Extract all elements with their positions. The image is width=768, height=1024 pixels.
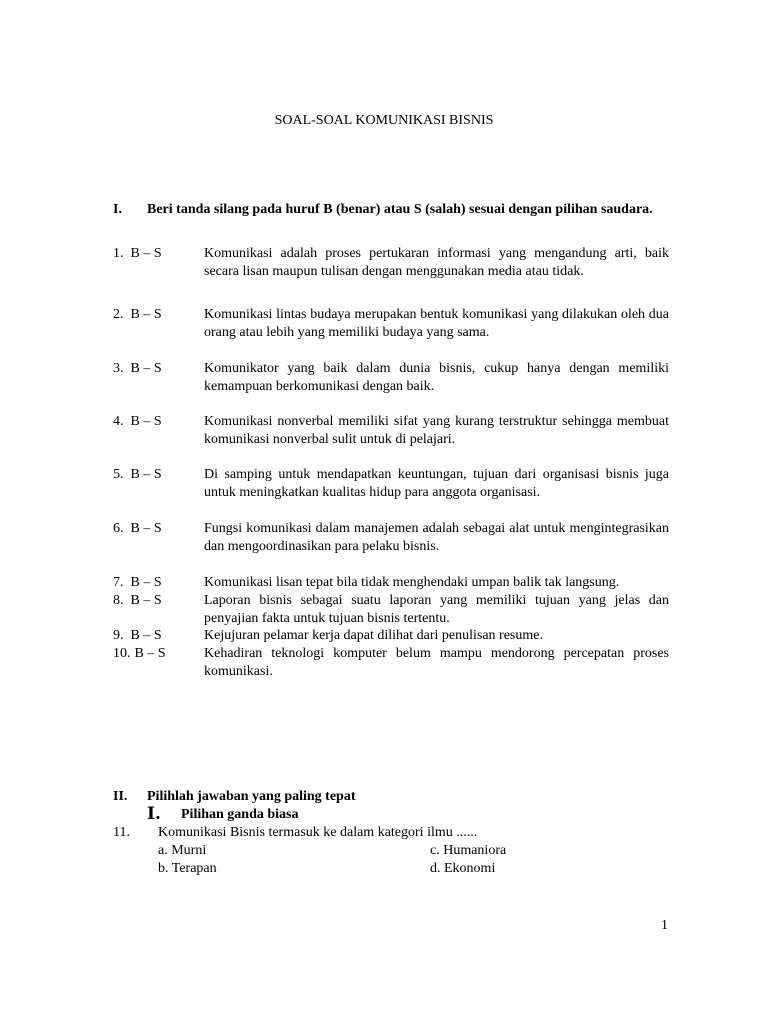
item-statement: Laporan bisnis sebagai suatu laporan yang memiliki tujuan yang jelas dan penyajian fakta untuk tujuan bisnis tertentu. [204,593,669,626]
question-text: Komunikasi Bisnis termasuk ke dalam kategori ilmu ...... [158,825,478,840]
subsection-number: I. [147,804,161,824]
list-item [113,245,669,281]
item-statement: Komunikasi nonverbal memiliki sifat yang kurang terstruktur sehingga membuat komunikasi nonverbal sulit untuk di pelajari. [204,414,669,447]
list-item [113,627,669,645]
item-number: 9. B – S [113,628,162,643]
document-title: SOAL-SOAL KOMUNIKASI BISNIS [274,113,494,128]
item-number: 3. B – S [113,361,162,376]
section-2-number: II. [113,789,128,804]
true-false-choice: B – S [130,414,162,429]
true-false-choice: B – S [130,628,162,643]
true-false-choice: B – S [130,246,162,261]
option-c: c. Humaniora [430,843,507,858]
item-statement: Komunikasi lisan tepat bila tidak menghendaki umpan balik tak langsung. [204,575,620,590]
item-number: 1. B – S [113,246,162,261]
item-statement: Kehadiran teknologi komputer belum mampu mendorong percepatan proses komunikasi. [204,646,669,679]
item-number: 10. B – S [113,646,166,661]
option-a: a. Murni [158,843,207,858]
list-item [113,413,669,449]
section-1-instruction: Beri tanda silang pada huruf B (benar) atau S (salah) sesuai dengan pilihan saudara. [147,202,653,217]
item-statement: Kejujuran pelamar kerja dapat dilihat dari penulisan resume. [204,628,543,643]
true-false-choice: B – S [130,521,162,536]
item-statement: Komunikator yang baik dalam dunia bisnis, cukup hanya dengan memiliki kemampuan berkomunikasi dengan baik. [204,361,669,394]
list-item [113,574,669,592]
true-false-choice: B – S [130,575,162,590]
section-2-instruction: Pilihlah jawaban yang paling tepat [147,789,356,804]
true-false-choice: B – S [130,467,162,482]
question-number: 11. [113,825,130,840]
list-item [113,466,669,502]
item-number: 6. B – S [113,521,162,536]
page-number: 1 [661,918,668,933]
item-number: 7. B – S [113,575,162,590]
true-false-choice: B – S [130,307,162,322]
item-statement: Di samping untuk mendapatkan keuntungan, tujuan dari organisasi bisnis juga untuk meningkatkan kualitas hidup para anggota organisasi. [204,467,669,500]
list-item [113,360,669,396]
item-statement: Fungsi komunikasi dalam manajemen adalah sebagai alat untuk mengintegrasikan dan mengoordinasikan para pelaku bisnis. [204,521,669,554]
option-b: b. Terapan [158,861,217,876]
option-d: d. Ekonomi [430,861,496,876]
true-false-choice: B – S [134,646,166,661]
section-1-number: I. [113,202,122,217]
item-number: 2. B – S [113,307,162,322]
item-number: 4. B – S [113,414,162,429]
list-item [113,520,669,556]
item-statement: Komunikasi adalah proses pertukaran informasi yang mengandung arti, baik secara lisan maupun tulisan dengan menggunakan media atau tidak. [204,246,669,279]
item-number: 5. B – S [113,467,162,482]
list-item [113,592,669,628]
item-number: 8. B – S [113,593,162,608]
list-item [113,645,669,681]
true-false-choice: B – S [130,361,162,376]
list-item [113,306,669,342]
subsection-label: Pilihan ganda biasa [181,807,299,822]
item-statement: Komunikasi lintas budaya merupakan bentuk komunikasi yang dilakukan oleh dua orang atau lebih yang memiliki budaya yang sama. [204,307,669,340]
true-false-choice: B – S [130,593,162,608]
